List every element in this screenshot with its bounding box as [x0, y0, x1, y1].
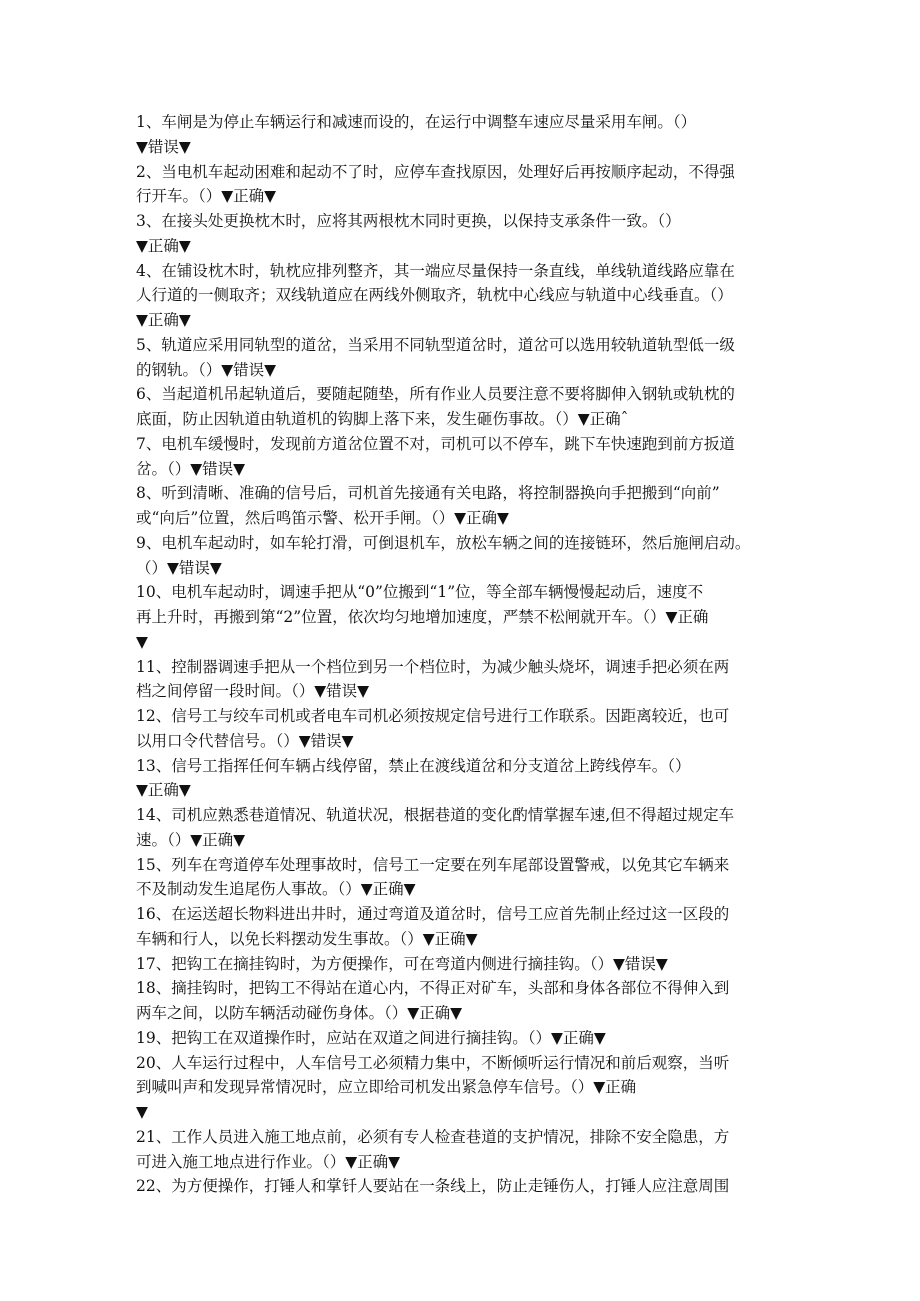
text-line: 1、车闸是为停止车辆运行和减速而设的，在运行中调整车速应尽量采用车闸。（） [136, 113, 697, 131]
text-line: ▼正确▼ [136, 311, 191, 329]
text-line: 4、在铺设枕木时，轨枕应排列整齐，其一端应尽量保持一条直线，单线轨道线路应靠在 [136, 261, 735, 280]
text-line: 11、控制器调速手把从一个档位到另一个档位时，为减少触头烧坏，调速手把必须在两 [136, 657, 730, 676]
text-line: 的钢轨。（）▼错误▼ [136, 360, 277, 379]
text-line: 10、电机车起动时，调速手把从“0”位搬到“1”位，等全部车辆慢慢起动后，速度不 [136, 583, 704, 602]
text-line: 5、轨道应采用同轨型的道岔，当采用不同轨型道岔时，道岔可以选用较轨道轨型低一级 [136, 335, 735, 354]
text-line: 14、司机应熟悉巷道情况、轨道状况，根据巷道的变化酌情掌握车速,但不得超过规定车 [136, 806, 735, 824]
text-line: 9、电机车起动时，如车轮打滑，可倒退机车，放松车辆之间的连接链环，然后施闸启动。 [136, 533, 751, 552]
text-line: 12、信号工与绞车司机或者电车司机必须按规定信号进行工作联系。因距离较近，也可 [136, 707, 730, 725]
text-line: 18、摘挂钩时，把钩工不得站在道心内，不得正对矿车，头部和身体各部位不得伸入到 [136, 979, 730, 998]
text-line: 6、当起道机吊起轨道后，要随起随垫，所有作业人员要注意不要将脚伸入钢轨或轨枕的 [136, 385, 735, 404]
text-line: 到喊叫声和发现异常情况时，应立即给司机发出紧急停车信号。（）▼正确 [136, 1078, 637, 1097]
text-line: ▼正确▼ [136, 781, 191, 800]
text-line: 7、电机车缓慢时，发现前方道岔位置不对，司机可以不停车，跳下车快速跑到前方扳道 [136, 434, 735, 453]
text-line: 13、信号工指挥任何车辆占线停留，禁止在渡线道岔和分支道岔上跨线停车。（） [136, 756, 691, 775]
text-line: 21、工作人员进入施工地点前，必须有专人检查巷道的支护情况，排除不安全隐患，方 [136, 1127, 730, 1146]
text-line: 22、为方便操作，打锤人和掌钎人要站在一条线上，防止走锤伤人，打锤人应注意周围 [136, 1177, 730, 1196]
text-line: 不及制动发生追尾伤人事故。（）▼正确▼ [136, 880, 416, 899]
document-text-block [136, 110, 801, 1224]
text-line: 3、在接头处更换枕木时，应将其两根枕木同时更换，以保持支承条件一致。（） [136, 212, 681, 230]
text-line: 行开车。（）▼正确▼ [136, 187, 277, 206]
text-line: 底面，防止因轨道由轨道机的钩脚上落下来，发生砸伤事故。（）▼正确ˆ [136, 410, 629, 428]
text-line: 2、当电机车起动困难和起动不了时，应停车查找原因，处理好后再按顺序起动，不得强 [136, 162, 735, 181]
text-line: （）▼错误▼ [136, 558, 222, 577]
text-line: 可进入施工地点进行作业。（）▼正确▼ [136, 1152, 401, 1171]
text-line: 档之间停留一段时间。（）▼错误▼ [136, 682, 370, 701]
text-line: 车辆和行人，以免长料摆动发生事故。（）▼正确▼ [136, 929, 478, 948]
text-line: 17、把钩工在摘挂钩时，为方便操作，可在弯道内侧进行摘挂钩。（）▼错误▼ [136, 954, 668, 973]
text-line: 再上升时，再搬到第“2”位置，依次均匀地增加速度，严禁不松闸就开车。（）▼正确 [136, 608, 709, 626]
text-line: 或“向后”位置，然后鸣笛示警、松开手闸。（）▼正确▼ [136, 509, 509, 527]
text-line: 8、听到清晰、准确的信号后，司机首先接通有关电路，将控制器换向手把搬到“向前” [136, 484, 720, 503]
text-line: ▼ [136, 1103, 148, 1121]
text-line: 速。（）▼正确▼ [136, 830, 246, 849]
text-line [136, 1199, 801, 1224]
text-line: 以用口令代替信号。（）▼错误▼ [136, 731, 354, 750]
text-line: 19、把钩工在双道操作时，应站在双道之间进行摘挂钩。（）▼正确▼ [136, 1028, 606, 1047]
text-line: ▼正确▼ [136, 236, 191, 255]
text-line: 16、在运送超长物料进出井时，通过弯道及道岔时，信号工应首先制止经过这一区段的 [136, 905, 730, 923]
text-line: 15、列车在弯道停车处理事故时，信号工一定要在列车尾部设置警戒，以免其它车辆来 [136, 855, 730, 874]
text-line: ▼ [136, 632, 148, 651]
text-line: ▼错误▼ [136, 137, 191, 156]
text-line: 岔。（）▼错误▼ [136, 459, 246, 478]
text-line: 两车之间，以防车辆活动碰伤身体。（）▼正确▼ [136, 1004, 463, 1022]
text-line: 人行道的一侧取齐；双线轨道应在两线外侧取齐，轨枕中心线应与轨道中心线垂直。（） [136, 286, 733, 305]
text-line: 20、人车运行过程中，人车信号工必须精力集中，不断倾听运行情况和前后观察，当听 [136, 1053, 730, 1072]
